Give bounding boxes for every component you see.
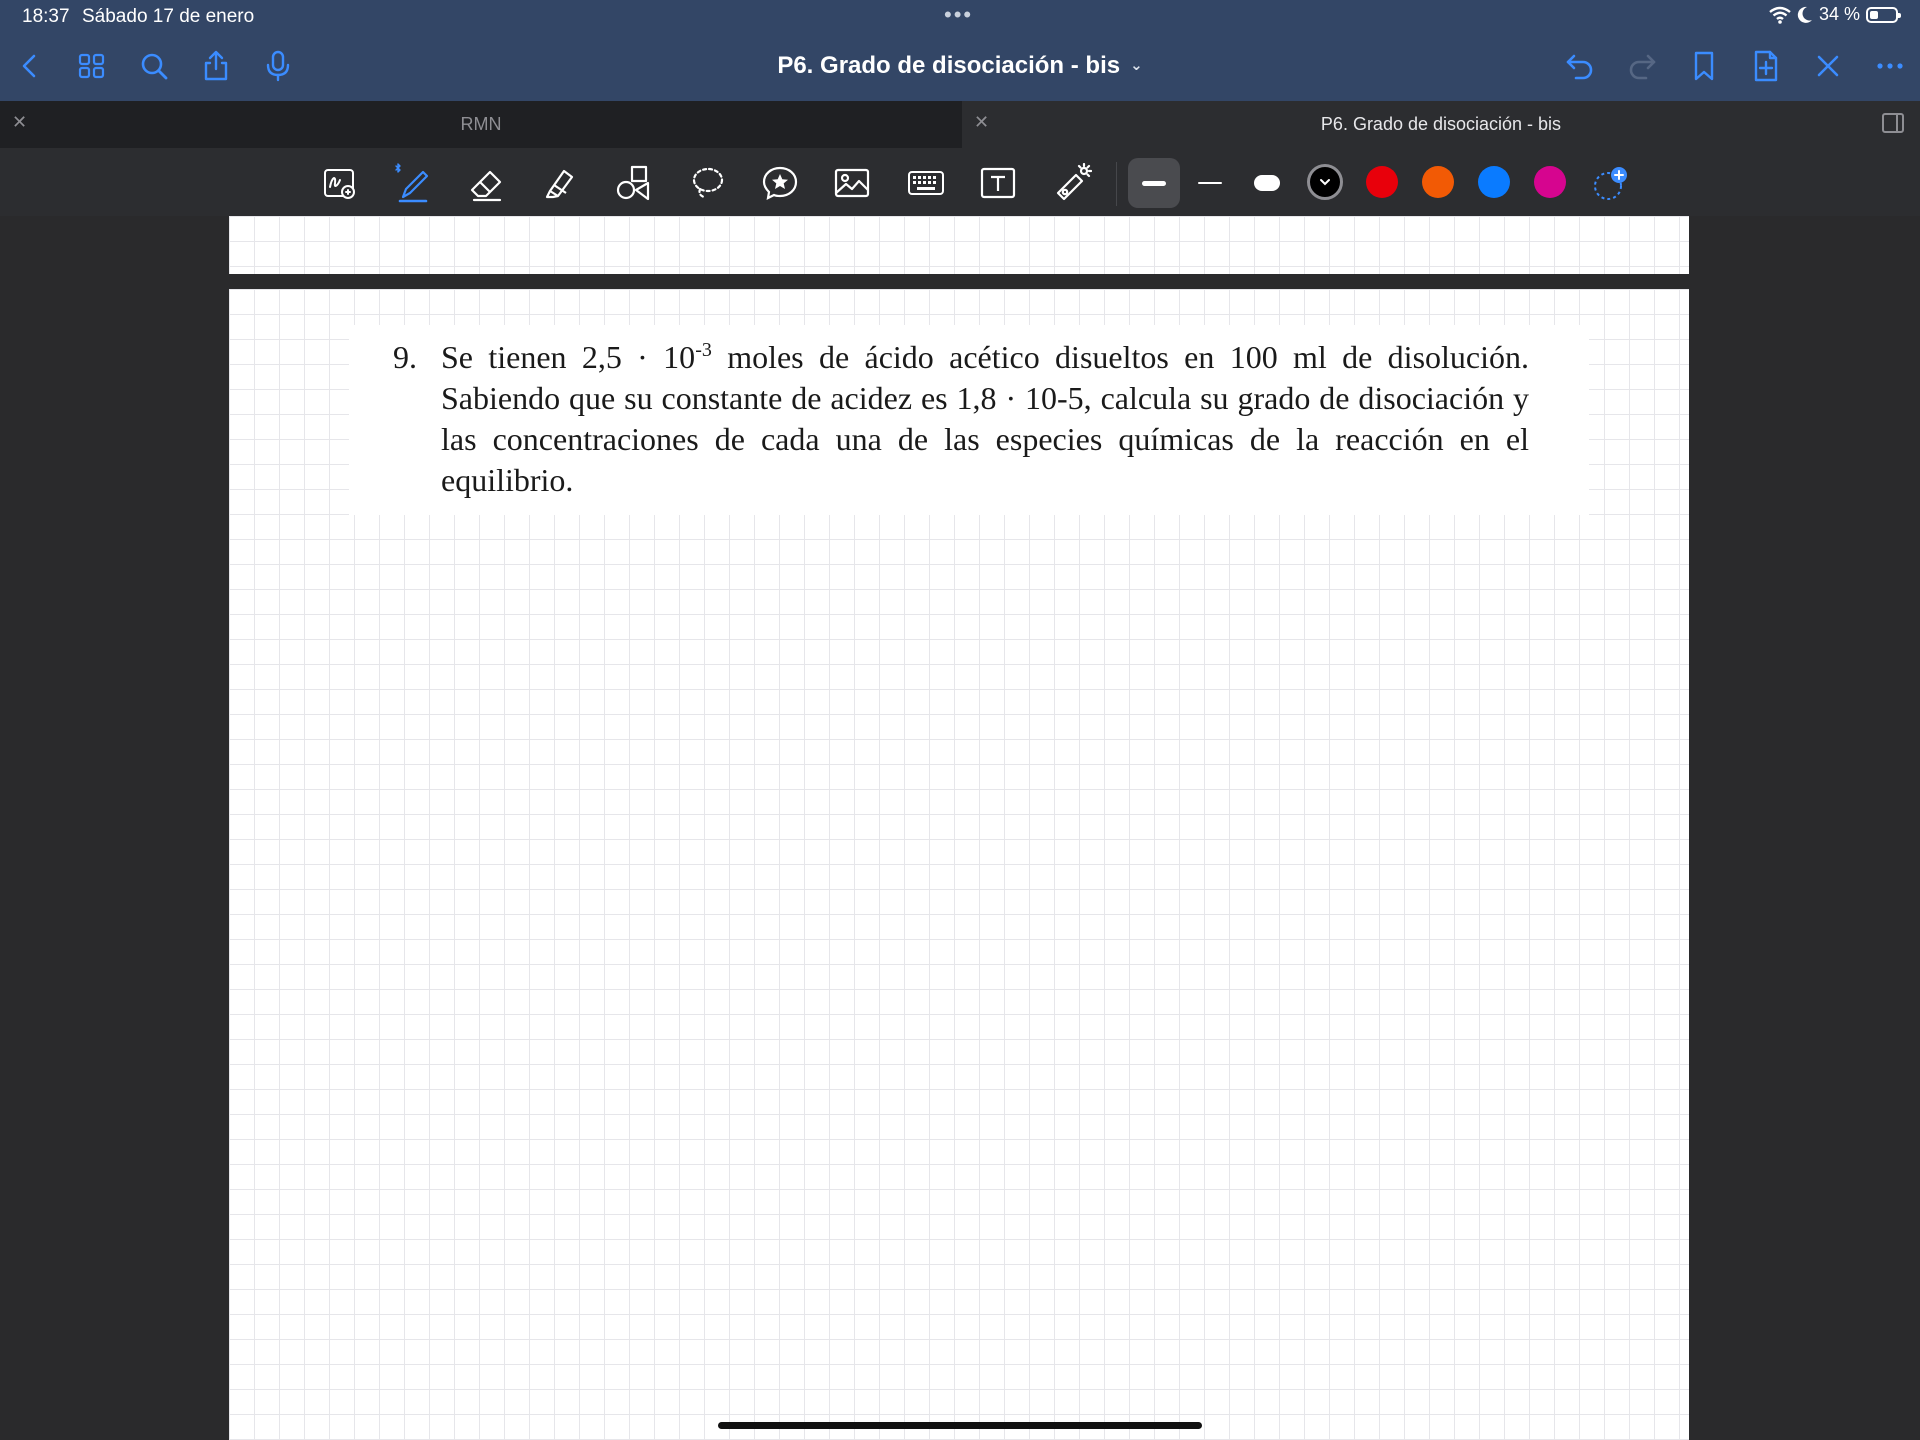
pen-icon (392, 163, 432, 203)
tab-bar (0, 101, 1920, 148)
add-color-button[interactable] (1590, 164, 1630, 204)
document-title-button[interactable] (777, 52, 1142, 79)
toolbar-divider (1116, 162, 1117, 206)
add-color-icon (1590, 164, 1630, 204)
sidebar-toggle-icon[interactable] (1882, 113, 1904, 133)
chevron-down-icon (1318, 175, 1332, 189)
text-box-tool[interactable] (974, 160, 1022, 206)
microphone-button[interactable] (256, 44, 300, 88)
elements-tool[interactable] (756, 160, 804, 206)
undo-button[interactable] (1558, 44, 1602, 88)
bookmark-button[interactable] (1682, 44, 1726, 88)
current-page[interactable] (229, 289, 1689, 1440)
question-number: 9. (393, 339, 417, 375)
color-red-swatch[interactable] (1366, 166, 1398, 198)
zoom-window-icon (320, 163, 360, 203)
laser-pointer-tool[interactable] (1048, 160, 1096, 206)
laser-pointer-icon (1052, 163, 1092, 203)
close-icon[interactable]: ✕ (974, 112, 990, 132)
lasso-tool[interactable] (684, 160, 732, 206)
tab-label: RMN (460, 114, 502, 134)
lasso-icon (688, 163, 728, 203)
image-icon (832, 163, 872, 203)
tab-grado-disociacion[interactable] (962, 101, 1920, 148)
grid-icon (75, 49, 109, 83)
stroke-medium-button[interactable] (1186, 160, 1234, 206)
drawing-toolbar (0, 148, 1920, 216)
stroke-thick-icon (1142, 181, 1166, 186)
sticker-star-icon (760, 163, 800, 203)
color-orange-swatch[interactable] (1422, 166, 1454, 198)
battery-level (1870, 11, 1878, 19)
add-page-button[interactable] (1744, 44, 1788, 88)
handwriting-zoom-tool[interactable] (316, 160, 364, 206)
battery-percent: 34 % (1818, 4, 1860, 24)
pen-off-icon (1811, 49, 1845, 83)
close-icon[interactable]: ✕ (12, 112, 28, 132)
wifi-icon (1769, 6, 1791, 24)
multitasking-dots-icon[interactable]: ••• (944, 2, 974, 27)
tab-label: P6. Grado de disociación - bis (1320, 114, 1562, 134)
keyboard-icon (906, 163, 946, 203)
search-button[interactable] (132, 44, 176, 88)
microphone-icon (261, 49, 295, 83)
redo-icon (1625, 49, 1659, 83)
more-button[interactable] (1868, 44, 1912, 88)
question-text-part1: Se tienen 2,5 · 10 (441, 339, 696, 375)
home-indicator[interactable] (718, 1422, 1202, 1429)
tab-rmn[interactable] (0, 101, 962, 148)
question-exponent: -3 (695, 339, 712, 361)
search-icon (137, 49, 171, 83)
undo-icon (1563, 49, 1597, 83)
battery-icon (1866, 7, 1898, 23)
pen-tool[interactable] (388, 160, 436, 206)
eraser-icon (466, 163, 506, 203)
highlighter-icon (540, 163, 580, 203)
top-bar (0, 0, 1920, 101)
redo-button[interactable] (1620, 44, 1664, 88)
eraser-tool[interactable] (462, 160, 510, 206)
keyboard-tool[interactable] (902, 160, 950, 206)
stroke-wide-icon (1254, 175, 1280, 191)
status-indicators (1769, 4, 1898, 25)
document-canvas[interactable] (0, 216, 1920, 1440)
question-text-part2: moles de ácido acético disueltos en 100 ml de disolución. Sabiendo que su constante de acidez es 1,8 · 10-5, calcula su grado de disociación y las concentraciones de cada una de las especies químicas de la reacción en el equilibrio. (441, 339, 1530, 498)
status-date: Sábado 17 de enero (82, 6, 255, 27)
share-icon (199, 49, 233, 83)
status-time: 18:37 (22, 6, 70, 27)
thumbnails-button[interactable] (70, 44, 114, 88)
stroke-medium-icon (1198, 182, 1222, 184)
previous-page[interactable] (229, 216, 1689, 274)
color-black-swatch[interactable] (1307, 164, 1343, 200)
color-magenta-swatch[interactable] (1534, 166, 1566, 198)
document-title-text: P6. Grado de disociación - bis (777, 52, 1121, 79)
image-tool[interactable] (828, 160, 876, 206)
question-block (349, 325, 1589, 515)
back-button[interactable] (8, 44, 52, 88)
chevron-down-icon: ⌄ (1130, 57, 1143, 74)
color-blue-swatch[interactable] (1478, 166, 1510, 198)
chevron-left-icon (13, 49, 47, 83)
question-text (441, 337, 1529, 501)
shapes-icon (614, 163, 654, 203)
ellipsis-icon (1873, 49, 1907, 83)
highlighter-tool[interactable] (536, 160, 584, 206)
add-page-icon (1749, 49, 1783, 83)
moon-icon (1797, 6, 1813, 24)
close-tools-button[interactable] (1806, 44, 1850, 88)
stroke-wide-button[interactable] (1243, 160, 1291, 206)
shapes-tool[interactable] (610, 160, 658, 206)
share-button[interactable] (194, 44, 238, 88)
bookmark-icon (1687, 49, 1721, 83)
text-box-icon (978, 163, 1018, 203)
stroke-thick-button[interactable] (1128, 158, 1180, 208)
